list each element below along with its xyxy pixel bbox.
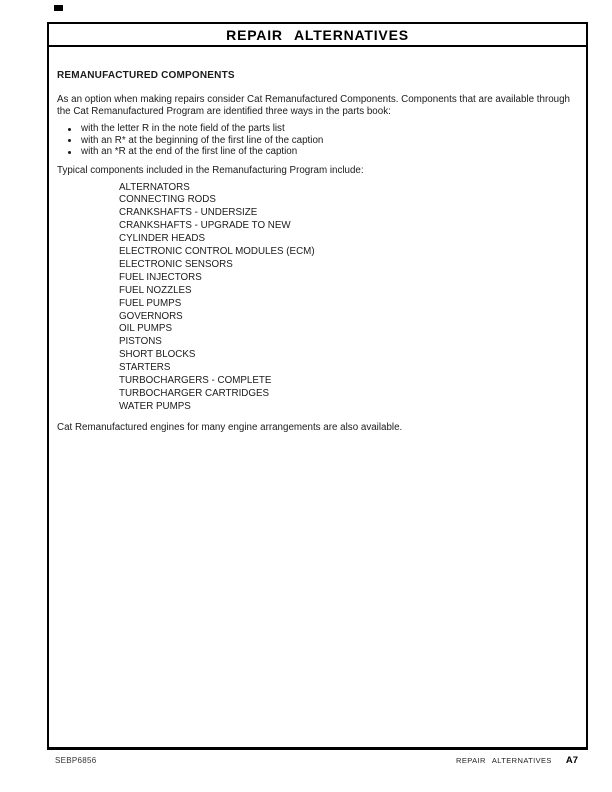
bullet-icon — [68, 128, 71, 131]
bullet-icon — [68, 151, 71, 154]
component-item: CRANKSHAFTS - UNDERSIZE — [119, 207, 258, 219]
component-item: CYLINDER HEADS — [119, 233, 206, 245]
bullet-text: with an *R at the end of the first line of the caption — [81, 146, 298, 157]
component-item: GOVERNORS — [119, 310, 183, 322]
component-item: CRANKSHAFTS - UPGRADE TO NEW — [119, 220, 291, 232]
component-item: CONNECTING RODS — [119, 194, 216, 206]
component-item: ELECTRONIC CONTROL MODULES (ECM) — [119, 246, 315, 258]
footer-right — [456, 755, 578, 766]
identification-bullet-list — [68, 123, 580, 158]
footer-section-title: REPAIR ALTERNATIVES — [456, 756, 552, 765]
component-item: FUEL INJECTORS — [119, 271, 202, 283]
list-item — [68, 135, 580, 147]
intro-paragraph: As an option when making repairs consider Cat Remanufactured Components. Components that are available through the Cat Remanufactured Program are identified three ways in the parts book: — [57, 94, 570, 117]
section-heading: REMANUFACTURED COMPONENTS — [57, 70, 235, 81]
component-item: STARTERS — [119, 362, 171, 374]
page-body — [49, 47, 586, 434]
print-registration-mark — [54, 5, 63, 11]
page-title: REPAIR ALTERNATIVES — [49, 24, 586, 47]
component-item: FUEL NOZZLES — [119, 284, 192, 296]
bullet-text: with the letter R in the note field of the parts list — [81, 123, 285, 134]
bullet-text: with an R* at the beginning of the first line of the caption — [81, 134, 324, 146]
list-item — [68, 123, 580, 135]
document-number: SEBP6856 — [55, 756, 97, 765]
component-item: SHORT BLOCKS — [119, 349, 196, 361]
component-item: TURBOCHARGER CARTRIDGES — [119, 388, 270, 399]
component-item: PISTONS — [119, 336, 162, 348]
component-item: ELECTRONIC SENSORS — [119, 258, 233, 270]
footer-page-number: A7 — [565, 755, 578, 766]
components-list — [119, 182, 580, 414]
list-item — [68, 146, 580, 158]
component-item: WATER PUMPS — [119, 400, 191, 412]
page-footer — [47, 755, 578, 766]
component-item: TURBOCHARGERS - COMPLETE — [119, 375, 272, 387]
component-item: ALTERNATORS — [119, 181, 190, 193]
components-list-intro: Typical components included in the Remanufacturing Program include: — [57, 164, 364, 176]
page-border-box — [47, 22, 588, 750]
bullet-icon — [68, 139, 71, 142]
component-item: OIL PUMPS — [119, 323, 172, 335]
component-item: FUEL PUMPS — [119, 297, 182, 309]
closing-paragraph: Cat Remanufactured engines for many engine arrangements are also available. — [57, 421, 403, 433]
